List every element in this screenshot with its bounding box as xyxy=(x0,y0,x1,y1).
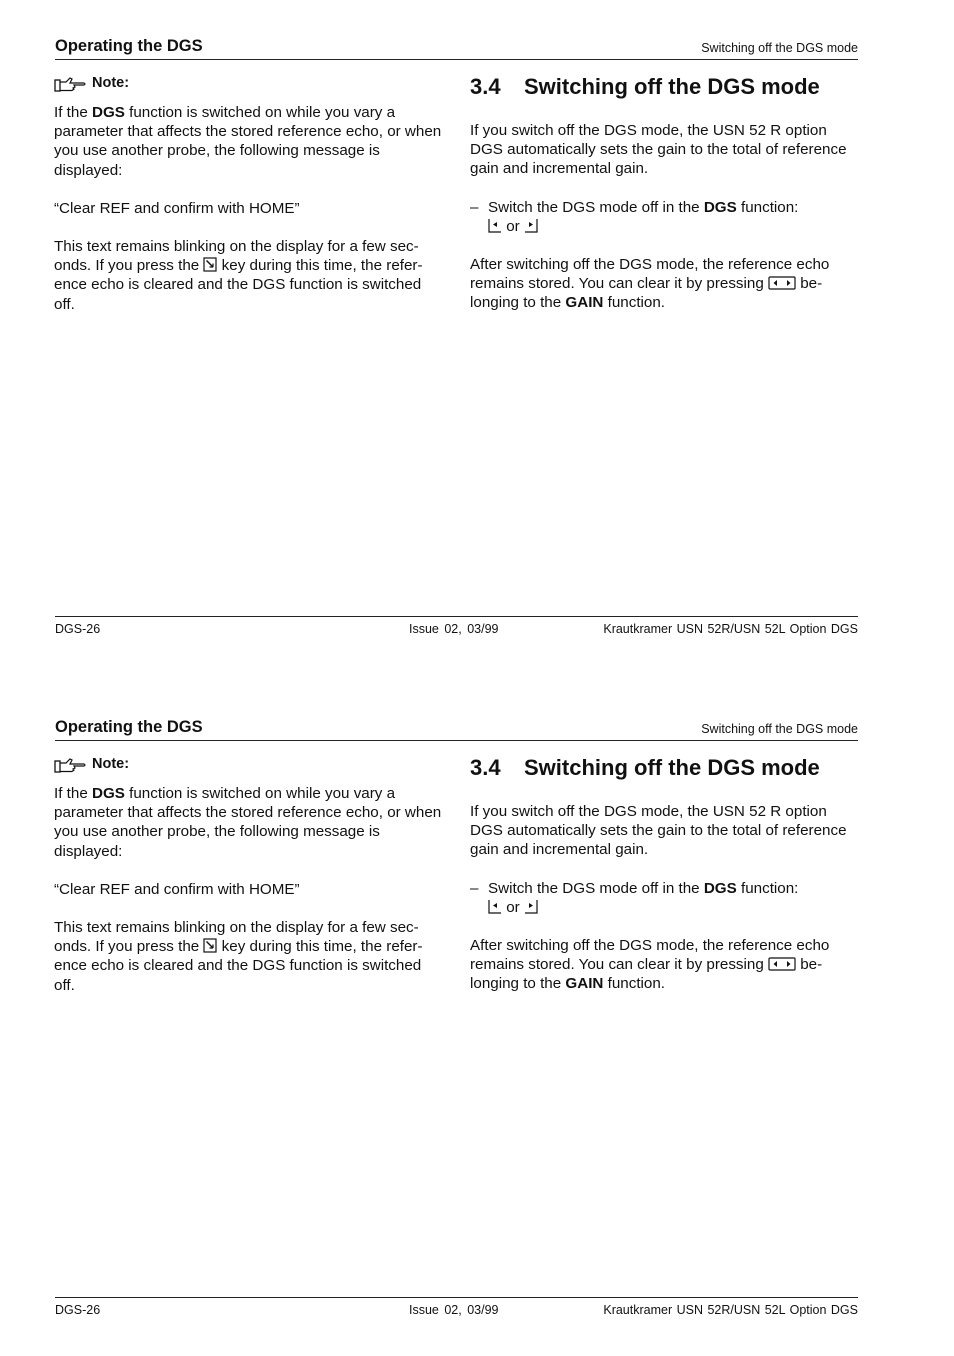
left-right-arrow-key-icon xyxy=(768,276,796,290)
footer-rule xyxy=(55,1297,858,1298)
section-column xyxy=(470,74,860,313)
left-arrow-key-icon xyxy=(488,899,502,914)
text-run: key during this time, the reference echo is cleared and the DGS function is switched off. xyxy=(54,938,423,994)
text-run: belonging to the xyxy=(470,275,823,312)
right-arrow-key-icon xyxy=(524,899,538,914)
footer-rule xyxy=(55,616,858,617)
header-section-title: Operating the DGS xyxy=(55,718,203,736)
left-right-arrow-key-icon xyxy=(768,957,796,971)
section-heading xyxy=(470,74,860,100)
text-run: If the xyxy=(54,785,92,802)
note-heading xyxy=(54,74,446,94)
section-paragraph xyxy=(470,255,860,313)
section-title: Switching off the DGS mode xyxy=(524,74,820,99)
section-heading xyxy=(470,755,860,781)
right-arrow-key-icon xyxy=(524,218,538,233)
text-run: function is switched on while you vary a parameter that affects the stored reference echo, or when you use another probe, the following message is displayed: xyxy=(54,785,442,860)
text-run: This text remains blinking on the display for a few seconds. If you press the xyxy=(54,238,419,275)
list-dash: – xyxy=(470,879,479,897)
note-heading xyxy=(54,755,446,775)
footer-issue: Issue 02, 03/99 xyxy=(409,622,499,636)
footer-issue: Issue 02, 03/99 xyxy=(409,1303,499,1317)
section-number: 3.4 xyxy=(470,755,501,780)
step-text xyxy=(488,879,798,917)
text-run: function: xyxy=(736,879,799,897)
home-key-icon xyxy=(203,938,217,953)
header-running-title: Switching off the DGS mode xyxy=(701,41,858,55)
bold-term: DGS xyxy=(92,785,125,802)
header-running-title: Switching off the DGS mode xyxy=(701,722,858,736)
document-page-1 xyxy=(0,0,954,675)
text-run: or xyxy=(502,217,524,235)
footer-page-number: DGS-26 xyxy=(55,1303,101,1317)
note-paragraph xyxy=(54,918,446,995)
text-run: or xyxy=(502,898,524,916)
bold-term: DGS xyxy=(703,879,737,897)
home-key-icon xyxy=(203,257,217,272)
instruction-step xyxy=(470,198,860,236)
document-page-2 xyxy=(0,681,954,1356)
instruction-step xyxy=(470,879,860,917)
footer-product: Krautkramer USN 52R/USN 52L Option DGS xyxy=(603,622,858,636)
bold-term: GAIN xyxy=(565,294,604,312)
bold-term: DGS xyxy=(92,104,125,121)
section-number: 3.4 xyxy=(470,74,501,99)
header-rule xyxy=(55,59,858,60)
bold-term: DGS xyxy=(703,198,737,216)
text-run: function is switched on while you vary a parameter that affects the stored reference echo, or when you use another probe, the following message is displayed: xyxy=(54,104,442,179)
step-text xyxy=(488,198,798,236)
section-title: Switching off the DGS mode xyxy=(524,755,820,780)
section-column xyxy=(470,755,860,994)
text-run: This text remains blinking on the display for a few seconds. If you press the xyxy=(54,919,419,956)
note-column xyxy=(54,755,446,995)
text-run: After switching off the DGS mode, the reference echo remains stored. You can clear it by pressing xyxy=(470,937,830,974)
display-message: “Clear REF and confirm with HOME” xyxy=(54,880,300,898)
text-run: If the xyxy=(54,104,92,121)
text-run: Switch the DGS mode off in the xyxy=(488,198,704,216)
text-run: function. xyxy=(603,975,666,993)
pointing-hand-icon xyxy=(54,76,88,92)
pointing-hand-icon xyxy=(54,757,88,773)
note-label: Note: xyxy=(92,75,130,92)
text-run: After switching off the DGS mode, the reference echo remains stored. You can clear it by pressing xyxy=(470,256,830,293)
bold-term: GAIN xyxy=(565,975,604,993)
note-paragraph xyxy=(54,237,446,314)
footer-page-number: DGS-26 xyxy=(55,622,101,636)
display-message: “Clear REF and confirm with HOME” xyxy=(54,199,300,217)
section-intro: If you switch off the DGS mode, the USN 52 R option DGS automatically sets the gain to the total of reference gain and incremental gain. xyxy=(470,803,847,859)
left-arrow-key-icon xyxy=(488,218,502,233)
footer-product: Krautkramer USN 52R/USN 52L Option DGS xyxy=(603,1303,858,1317)
text-run: key during this time, the reference echo is cleared and the DGS function is switched off. xyxy=(54,257,423,313)
note-column xyxy=(54,74,446,314)
text-run: Switch the DGS mode off in the xyxy=(488,879,704,897)
text-run: belonging to the xyxy=(470,956,823,993)
header-rule xyxy=(55,740,858,741)
header-section-title: Operating the DGS xyxy=(55,37,203,55)
list-dash: – xyxy=(470,198,479,216)
note-paragraph xyxy=(54,784,446,861)
note-label: Note: xyxy=(92,756,130,773)
section-paragraph xyxy=(470,936,860,994)
text-run: function: xyxy=(736,198,799,216)
note-paragraph xyxy=(54,103,446,180)
text-run: function. xyxy=(603,294,666,312)
section-intro: If you switch off the DGS mode, the USN 52 R option DGS automatically sets the gain to the total of reference gain and incremental gain. xyxy=(470,122,847,178)
